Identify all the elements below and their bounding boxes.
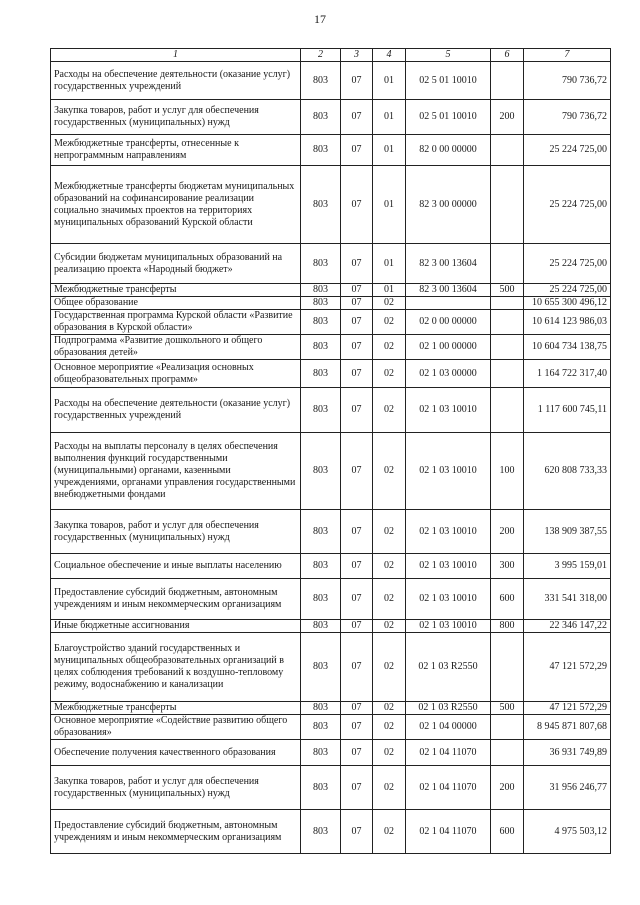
row-target-article: 02 5 01 10010 <box>406 62 491 100</box>
row-grbs: 803 <box>301 284 341 297</box>
table-row <box>51 244 611 284</box>
row-target-article: 02 1 03 00000 <box>406 360 491 388</box>
row-name: Предоставление субсидий бюджетным, автономным учреждениям и иным некоммерческим организациям <box>51 579 301 620</box>
row-grbs: 803 <box>301 633 341 702</box>
row-expense-type <box>491 62 524 100</box>
row-target-article: 02 1 03 R2550 <box>406 633 491 702</box>
row-subsection: 02 <box>373 554 406 579</box>
row-target-article: 02 1 03 R2550 <box>406 702 491 715</box>
row-target-article: 02 1 04 11070 <box>406 810 491 854</box>
row-name: Благоустройство зданий государственных и муниципальных общеобразовательных организаций в целях соблюдения требований к воздушно-тепловому режиму, водоснабжению и канализации <box>51 633 301 702</box>
row-expense-type <box>491 715 524 740</box>
row-expense-type: 300 <box>491 554 524 579</box>
table-row <box>51 579 611 620</box>
header-row <box>51 49 611 62</box>
row-name: Общее образование <box>51 297 301 310</box>
row-target-article: 02 5 01 10010 <box>406 100 491 135</box>
row-expense-type <box>491 335 524 360</box>
row-target-article: 02 1 03 10010 <box>406 388 491 433</box>
row-section: 07 <box>341 388 373 433</box>
row-name: Расходы на обеспечение деятельности (оказание услуг) государственных учреждений <box>51 388 301 433</box>
row-name: Социальное обеспечение и иные выплаты населению <box>51 554 301 579</box>
row-grbs: 803 <box>301 166 341 244</box>
table-row <box>51 810 611 854</box>
table-row <box>51 62 611 100</box>
row-amount: 47 121 572,29 <box>524 702 611 715</box>
row-section: 07 <box>341 740 373 766</box>
row-name: Подпрограмма «Развитие дошкольного и общего образования детей» <box>51 335 301 360</box>
row-name: Закупка товаров, работ и услуг для обеспечения государственных (муниципальных) нужд <box>51 766 301 810</box>
table-row <box>51 554 611 579</box>
row-expense-type <box>491 244 524 284</box>
page-number: 17 <box>314 12 326 26</box>
row-grbs: 803 <box>301 297 341 310</box>
row-target-article: 02 1 03 10010 <box>406 620 491 633</box>
row-name: Закупка товаров, работ и услуг для обеспечения государственных (муниципальных) нужд <box>51 100 301 135</box>
row-target-article: 02 1 00 00000 <box>406 335 491 360</box>
row-name: Предоставление субсидий бюджетным, автономным учреждениям и иным некоммерческим организациям <box>51 810 301 854</box>
table-row <box>51 715 611 740</box>
table-row <box>51 702 611 715</box>
row-amount: 22 346 147,22 <box>524 620 611 633</box>
row-name: Межбюджетные трансферты <box>51 284 301 297</box>
row-amount: 1 164 722 317,40 <box>524 360 611 388</box>
row-section: 07 <box>341 310 373 335</box>
row-amount: 8 945 871 807,68 <box>524 715 611 740</box>
row-amount: 4 975 503,12 <box>524 810 611 854</box>
row-target-article: 82 3 00 13604 <box>406 244 491 284</box>
table-row <box>51 310 611 335</box>
row-expense-type: 600 <box>491 810 524 854</box>
row-amount: 1 117 600 745,11 <box>524 388 611 433</box>
row-expense-type <box>491 135 524 166</box>
row-amount: 620 808 733,33 <box>524 433 611 510</box>
row-subsection: 02 <box>373 310 406 335</box>
row-target-article <box>406 297 491 310</box>
row-grbs: 803 <box>301 620 341 633</box>
row-target-article: 82 0 00 00000 <box>406 135 491 166</box>
row-amount: 25 224 725,00 <box>524 135 611 166</box>
table-row <box>51 388 611 433</box>
row-amount: 10 655 300 496,12 <box>524 297 611 310</box>
row-amount: 790 736,72 <box>524 100 611 135</box>
row-section: 07 <box>341 554 373 579</box>
row-name: Иные бюджетные ассигнования <box>51 620 301 633</box>
table-row <box>51 166 611 244</box>
row-name: Расходы на обеспечение деятельности (оказание услуг) государственных учреждений <box>51 62 301 100</box>
row-section: 07 <box>341 579 373 620</box>
row-subsection: 02 <box>373 810 406 854</box>
row-grbs: 803 <box>301 433 341 510</box>
row-amount: 3 995 159,01 <box>524 554 611 579</box>
row-amount: 331 541 318,00 <box>524 579 611 620</box>
row-target-article: 82 3 00 13604 <box>406 284 491 297</box>
row-section: 07 <box>341 166 373 244</box>
row-subsection: 02 <box>373 633 406 702</box>
row-subsection: 02 <box>373 388 406 433</box>
row-subsection: 02 <box>373 579 406 620</box>
row-expense-type <box>491 633 524 702</box>
row-expense-type: 600 <box>491 579 524 620</box>
header-col-4: 4 <box>373 49 406 62</box>
header-col-5: 5 <box>406 49 491 62</box>
row-subsection: 01 <box>373 244 406 284</box>
row-section: 07 <box>341 360 373 388</box>
row-grbs: 803 <box>301 554 341 579</box>
row-target-article: 82 3 00 00000 <box>406 166 491 244</box>
header-col-1: 1 <box>51 49 301 62</box>
row-subsection: 02 <box>373 433 406 510</box>
row-amount: 138 909 387,55 <box>524 510 611 554</box>
row-section: 07 <box>341 715 373 740</box>
table-row <box>51 100 611 135</box>
row-subsection: 02 <box>373 740 406 766</box>
header-col-6: 6 <box>491 49 524 62</box>
row-section: 07 <box>341 62 373 100</box>
header-col-3: 3 <box>341 49 373 62</box>
row-grbs: 803 <box>301 740 341 766</box>
table-row <box>51 335 611 360</box>
row-grbs: 803 <box>301 715 341 740</box>
row-amount: 36 931 749,89 <box>524 740 611 766</box>
row-expense-type <box>491 360 524 388</box>
table-row <box>51 510 611 554</box>
row-subsection: 02 <box>373 620 406 633</box>
row-section: 07 <box>341 510 373 554</box>
row-name: Закупка товаров, работ и услуг для обеспечения государственных (муниципальных) нужд <box>51 510 301 554</box>
row-grbs: 803 <box>301 100 341 135</box>
row-amount: 25 224 725,00 <box>524 166 611 244</box>
row-name: Основное мероприятие «Реализация основных общеобразовательных программ» <box>51 360 301 388</box>
row-expense-type: 200 <box>491 100 524 135</box>
row-subsection: 01 <box>373 166 406 244</box>
row-subsection: 01 <box>373 284 406 297</box>
budget-table <box>50 48 611 854</box>
row-subsection: 01 <box>373 62 406 100</box>
row-subsection: 01 <box>373 100 406 135</box>
row-subsection: 02 <box>373 360 406 388</box>
table-row <box>51 740 611 766</box>
row-name: Межбюджетные трансферты, отнесенные к непрограммным направлениям <box>51 135 301 166</box>
row-section: 07 <box>341 702 373 715</box>
row-grbs: 803 <box>301 579 341 620</box>
table-body <box>51 62 611 854</box>
row-section: 07 <box>341 100 373 135</box>
row-section: 07 <box>341 766 373 810</box>
row-grbs: 803 <box>301 244 341 284</box>
row-section: 07 <box>341 335 373 360</box>
row-grbs: 803 <box>301 310 341 335</box>
row-target-article: 02 1 03 10010 <box>406 579 491 620</box>
row-target-article: 02 1 03 10010 <box>406 554 491 579</box>
row-section: 07 <box>341 810 373 854</box>
row-expense-type: 200 <box>491 510 524 554</box>
row-section: 07 <box>341 135 373 166</box>
row-subsection: 01 <box>373 135 406 166</box>
header-col-2: 2 <box>301 49 341 62</box>
row-grbs: 803 <box>301 810 341 854</box>
row-expense-type <box>491 297 524 310</box>
table-row <box>51 766 611 810</box>
row-target-article: 02 0 00 00000 <box>406 310 491 335</box>
row-amount: 31 956 246,77 <box>524 766 611 810</box>
row-target-article: 02 1 04 11070 <box>406 740 491 766</box>
row-subsection: 02 <box>373 715 406 740</box>
row-expense-type <box>491 740 524 766</box>
table-row <box>51 620 611 633</box>
row-target-article: 02 1 03 10010 <box>406 510 491 554</box>
row-expense-type: 100 <box>491 433 524 510</box>
row-amount: 25 224 725,00 <box>524 284 611 297</box>
row-grbs: 803 <box>301 388 341 433</box>
row-name: Межбюджетные трансферты бюджетам муниципальных образований на софинансирование реализации социально значимых проектов на территориях муниципальных образований Курской области <box>51 166 301 244</box>
row-section: 07 <box>341 284 373 297</box>
row-target-article: 02 1 03 10010 <box>406 433 491 510</box>
row-expense-type <box>491 388 524 433</box>
row-amount: 790 736,72 <box>524 62 611 100</box>
row-section: 07 <box>341 297 373 310</box>
row-expense-type: 800 <box>491 620 524 633</box>
row-amount: 47 121 572,29 <box>524 633 611 702</box>
row-grbs: 803 <box>301 135 341 166</box>
row-name: Расходы на выплаты персоналу в целях обеспечения выполнения функций государственными (муниципальными) органами, казенными учреждениями, органами управления государственными внебюджетными фондами <box>51 433 301 510</box>
table-row <box>51 135 611 166</box>
row-name: Межбюджетные трансферты <box>51 702 301 715</box>
table-row <box>51 284 611 297</box>
row-grbs: 803 <box>301 335 341 360</box>
table-row <box>51 633 611 702</box>
row-target-article: 02 1 04 00000 <box>406 715 491 740</box>
table-row <box>51 297 611 310</box>
table-row <box>51 433 611 510</box>
row-subsection: 02 <box>373 335 406 360</box>
row-section: 07 <box>341 244 373 284</box>
row-grbs: 803 <box>301 62 341 100</box>
row-expense-type <box>491 166 524 244</box>
row-subsection: 02 <box>373 297 406 310</box>
row-name: Субсидии бюджетам муниципальных образований на реализацию проекта «Народный бюджет» <box>51 244 301 284</box>
row-section: 07 <box>341 620 373 633</box>
row-name: Основное мероприятие «Содействие развитию общего образования» <box>51 715 301 740</box>
row-grbs: 803 <box>301 360 341 388</box>
row-target-article: 02 1 04 11070 <box>406 766 491 810</box>
row-name: Обеспечение получения качественного образования <box>51 740 301 766</box>
row-expense-type <box>491 310 524 335</box>
row-amount: 10 604 734 138,75 <box>524 335 611 360</box>
row-subsection: 02 <box>373 702 406 715</box>
row-grbs: 803 <box>301 766 341 810</box>
table-row <box>51 360 611 388</box>
row-expense-type: 200 <box>491 766 524 810</box>
row-amount: 25 224 725,00 <box>524 244 611 284</box>
row-amount: 10 614 123 986,03 <box>524 310 611 335</box>
row-grbs: 803 <box>301 510 341 554</box>
row-expense-type: 500 <box>491 702 524 715</box>
row-subsection: 02 <box>373 766 406 810</box>
row-grbs: 803 <box>301 702 341 715</box>
row-subsection: 02 <box>373 510 406 554</box>
row-name: Государственная программа Курской области «Развитие образования в Курской области» <box>51 310 301 335</box>
header-col-7: 7 <box>524 49 611 62</box>
row-section: 07 <box>341 433 373 510</box>
row-expense-type: 500 <box>491 284 524 297</box>
row-section: 07 <box>341 633 373 702</box>
